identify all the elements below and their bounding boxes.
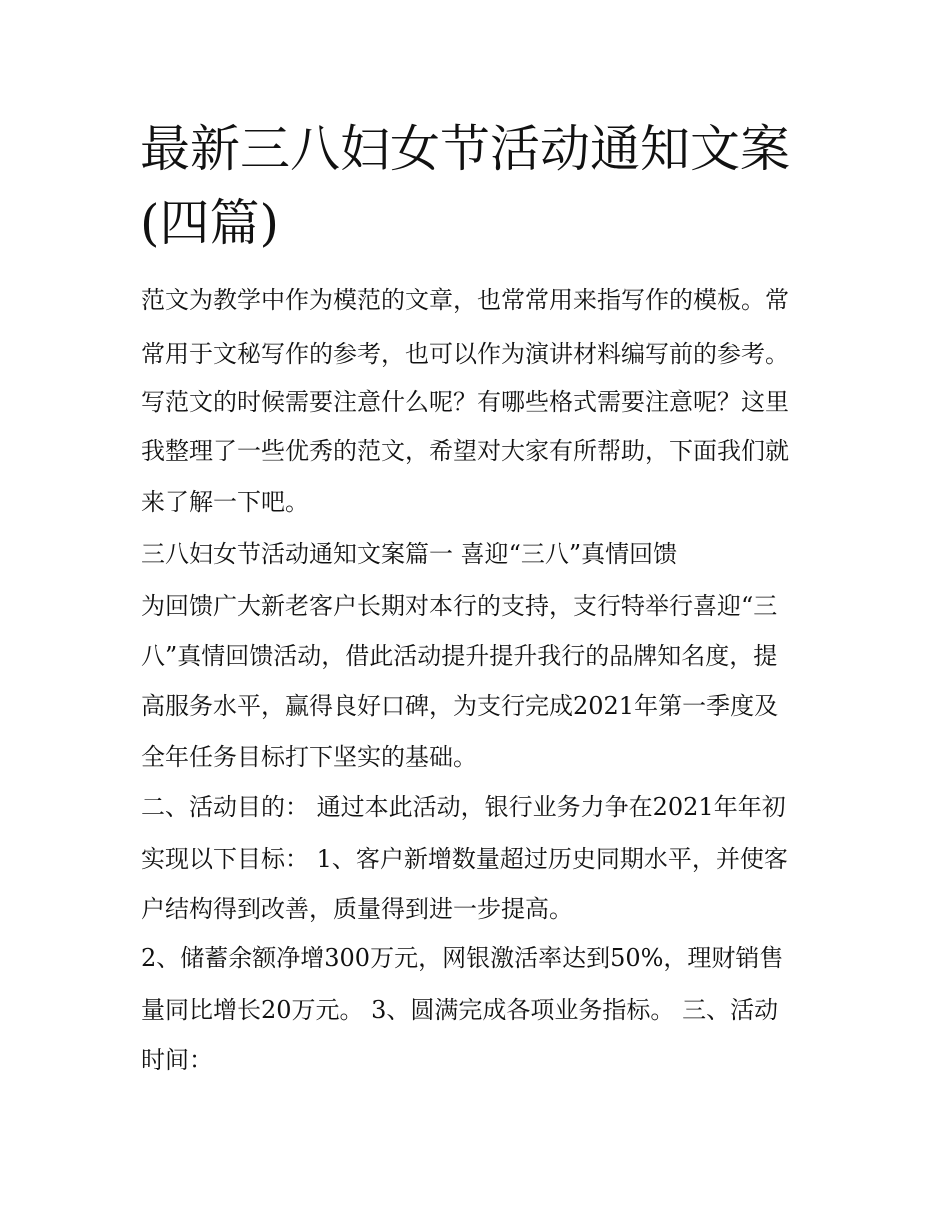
paragraph-line: 写范文的时候需要注意什么呢？有哪些格式需要注意呢？这里 [141,388,789,416]
paragraph-line: 实现以下目标： 1、客户新增数量超过历史同期水平，并使客 [141,845,788,873]
section-heading: 三八妇女节活动通知文案篇一 喜迎“三八”真情回馈 [141,540,678,568]
paragraph-line: 为回馈广大新老客户长期对本行的支持，支行特举行喜迎“三 [141,592,778,620]
paragraph-line: 高服务水平，赢得良好口碑，为支行完成2021年第一季度及 [141,692,779,720]
paragraph-line: 常用于文秘写作的参考，也可以作为演讲材料编写前的参考。 [141,340,789,368]
paragraph-line: 量同比增长20万元。 3、圆满完成各项业务指标。 三、活动 [141,996,779,1024]
title-line-1: 最新三八妇女节活动通知文案 [140,120,790,178]
paragraph-line: 户结构得到改善，质量得到进一步提高。 [141,895,573,923]
paragraph-line: 我整理了一些优秀的范文，希望对大家有所帮助，下面我们就 [141,437,789,465]
paragraph-line: 全年任务目标打下坚实的基础。 [141,743,477,771]
paragraph-line: 范文为教学中作为模范的文章，也常常用来指写作的模板。常 [141,286,789,314]
paragraph-line: 2、储蓄余额净增300万元，网银激活率达到50%，理财销售 [141,944,784,972]
title-line-2: (四篇) [140,194,280,252]
paragraph-line: 二、活动目的： 通过本此活动，银行业务力争在2021年年初 [141,793,786,821]
paragraph-line: 时间： [141,1046,213,1074]
paragraph-line: 来了解一下吧。 [141,488,309,516]
paragraph-line: 八”真情回馈活动，借此活动提升提升我行的品牌知名度，提 [141,642,778,670]
document-title [140,112,820,260]
